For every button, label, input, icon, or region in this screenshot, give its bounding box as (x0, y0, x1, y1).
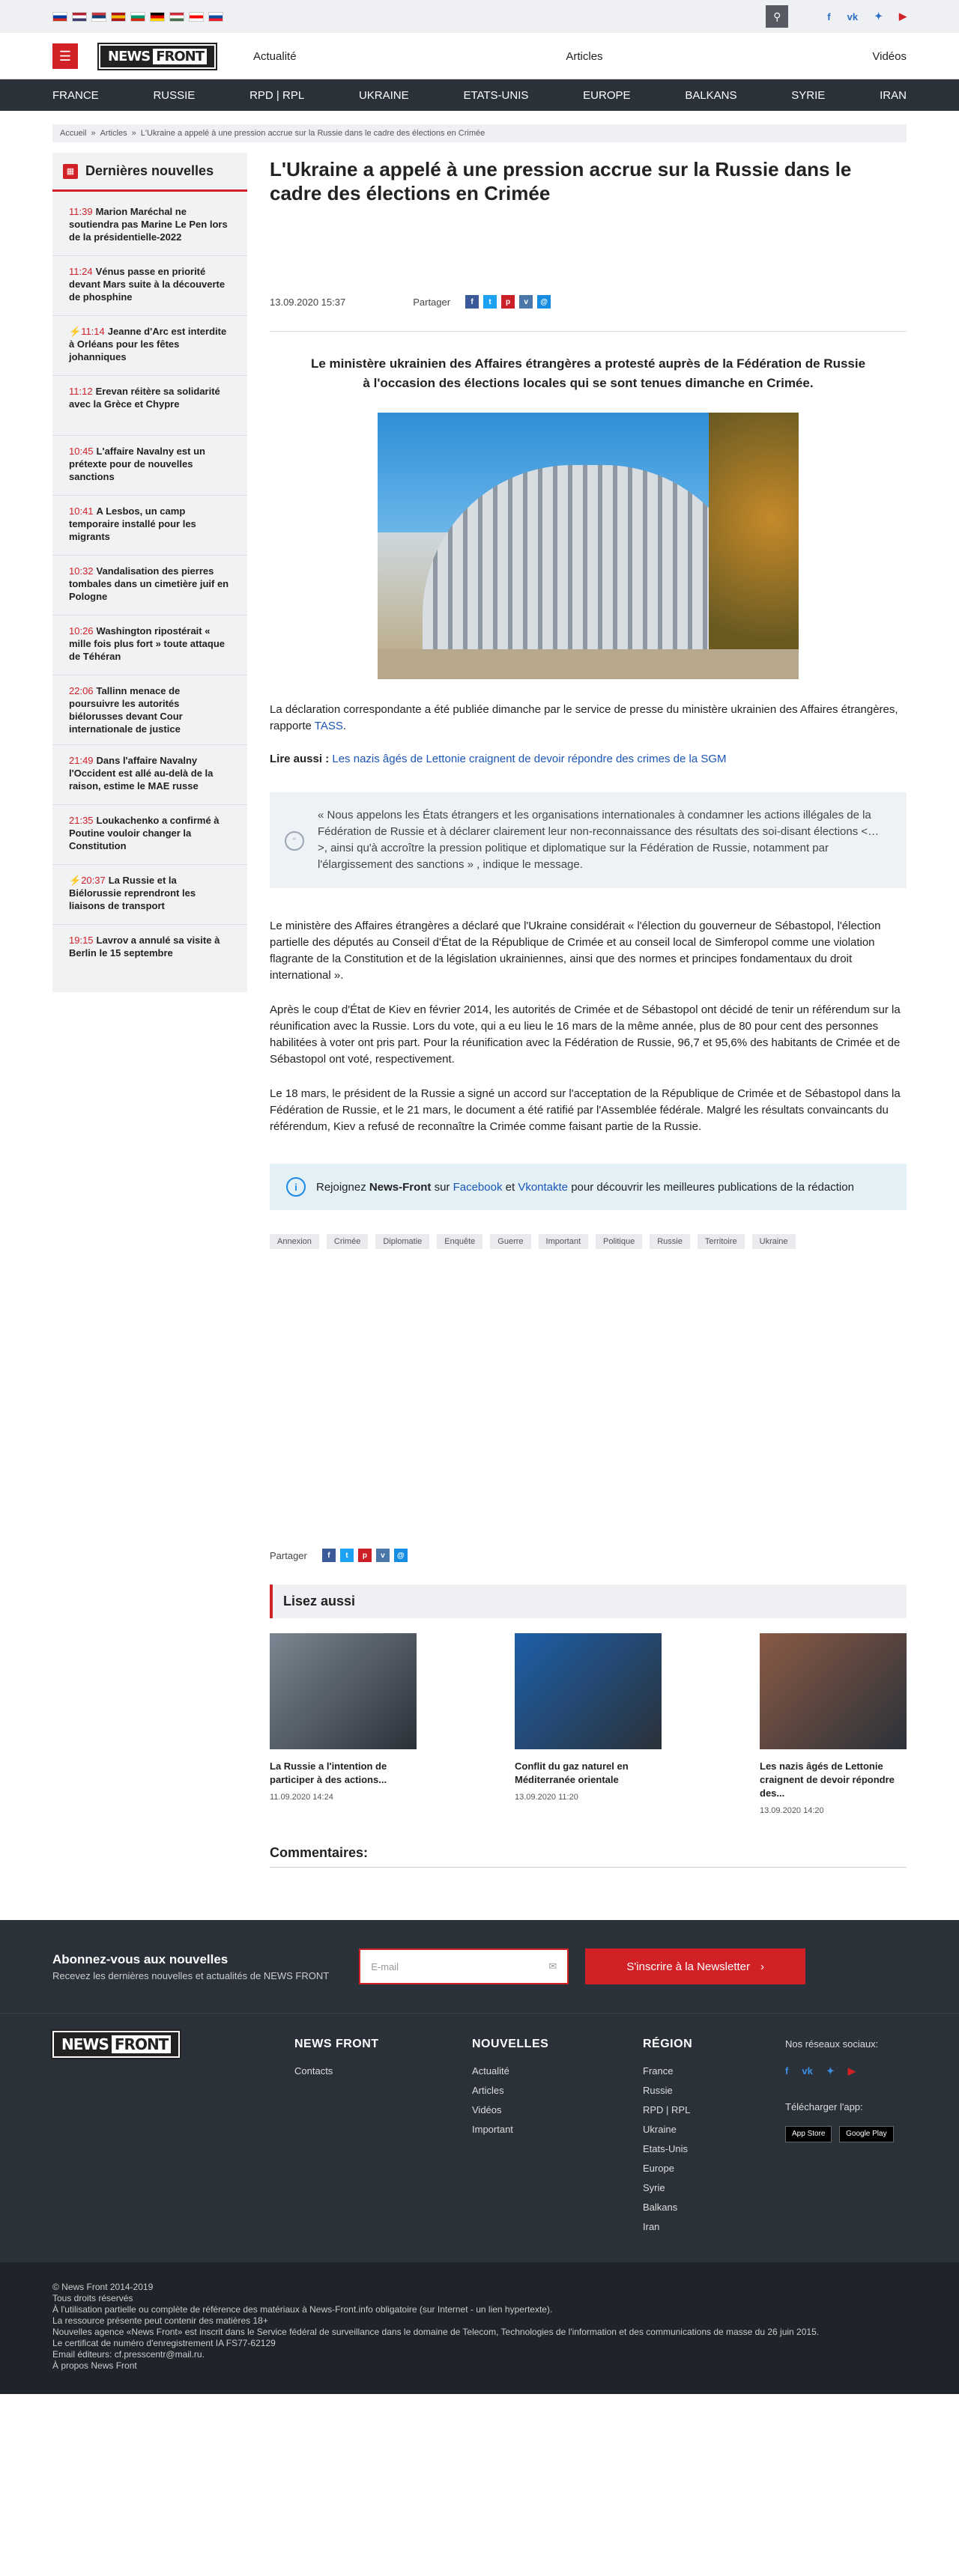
news-item[interactable] (52, 316, 247, 376)
calendar-icon: ▦ (63, 164, 78, 179)
subscribe-button[interactable] (585, 1948, 805, 1984)
youtube-icon[interactable]: ▶ (847, 2065, 856, 2077)
top-bar (0, 0, 959, 33)
quote-icon: “ (285, 831, 304, 851)
footer-col-nouvelles (472, 2035, 643, 2237)
read-also-link[interactable]: Les nazis âgés de Lettonie craignent de devoir répondre des crimes de la SGM (332, 753, 727, 765)
app-badges (785, 2123, 898, 2142)
chevron-right-icon: › (760, 1960, 765, 1973)
footer-link[interactable]: RPD | RPL (643, 2104, 691, 2115)
email-placeholder: E-mail (371, 1960, 399, 1972)
latest-news-box (52, 153, 247, 992)
join-banner (270, 1164, 907, 1210)
tag-link[interactable]: Politique (596, 1234, 642, 1249)
flag-georgian-icon[interactable] (189, 12, 204, 22)
footer-legal-line: © News Front 2014-2019 (52, 2282, 154, 2292)
envelope-icon: ✉ (548, 1960, 557, 1972)
twitter-icon[interactable]: ✦ (826, 2065, 835, 2077)
share-pinterest-icon[interactable]: p (358, 1549, 372, 1562)
footer-link[interactable]: Balkans (643, 2202, 678, 2213)
email-input[interactable] (359, 1948, 569, 1984)
flag-hungarian-icon[interactable] (169, 12, 184, 22)
card-image[interactable] (270, 1633, 417, 1749)
subscribe-button-label: S'inscrire à la Newsletter (626, 1960, 751, 1973)
vkontakte-link[interactable]: Vkontakte (518, 1180, 569, 1194)
news-time: 20:37 (81, 875, 106, 886)
latest-news-header (52, 153, 247, 192)
share-twitter-icon[interactable]: t (340, 1549, 354, 1562)
footer-legal-line: Nouvelles agence «News Front» est inscrit dans le Service fédéral de surveillance dans le domaine de Telecom, Technologies de l'information et des communications de masse du 26 juin 2015. (52, 2327, 820, 2337)
news-time: 11:12 (69, 386, 93, 397)
footer-link[interactable]: Iran (643, 2221, 660, 2232)
footer-link[interactable]: Contacts (294, 2065, 333, 2077)
news-time: 19:15 (69, 935, 94, 946)
news-title: A Lesbos, un camp temporaire installé pour les migrants (69, 505, 196, 542)
nav-actualite[interactable]: Actualité (253, 49, 297, 63)
footer-link[interactable]: Russie (643, 2085, 673, 2096)
news-time: 10:32 (69, 565, 94, 577)
card-title[interactable]: La Russie a l'intention de participer à des actions... (270, 1761, 387, 1785)
tag-list (270, 1234, 907, 1249)
news-item[interactable] (52, 925, 247, 985)
logo-text-right: FRONT (112, 2035, 171, 2053)
news-title: Erevan réitère sa solidarité avec la Grèce et Chypre (69, 386, 220, 410)
article-meta (270, 295, 907, 332)
footer (0, 2013, 959, 2262)
article-lead: Le ministère ukrainien des Affaires étrangères a protesté auprès de la Fédération de Russie à l'occasion des élections locales qui se sont tenues dimanche en Crimée. (310, 356, 866, 390)
share-vk-icon[interactable]: v (519, 295, 533, 309)
footer-legal-line: La ressource présente peut contenir des matières 18+ (52, 2315, 268, 2326)
news-item[interactable] (52, 436, 247, 496)
news-time: 21:35 (69, 815, 94, 826)
article-paragraph-2: Le ministère des Affaires étrangères a déclaré que l'Ukraine considérait « l'élection du gouverneur de Sébastopol, l'élection partielle des députés au Conseil d'État de la République de Crimée et au conseil local de Simferopol comme une violation flagrante de la Constitution et de la législation ukrainiennes, ainsi que des normes et principes fondamentaux du droit international ». (270, 920, 881, 982)
facebook-link[interactable]: Facebook (453, 1180, 503, 1194)
twitter-icon[interactable]: ✦ (874, 10, 883, 22)
nav-iran[interactable]: IRAN (880, 88, 907, 102)
tag-link[interactable]: Territoire (698, 1234, 745, 1249)
facebook-icon[interactable]: f (785, 2065, 789, 2077)
join-mid: et (505, 1180, 515, 1194)
hamburger-icon: ☰ (58, 48, 72, 64)
join-text (316, 1181, 854, 1194)
newsletter-section (0, 1920, 959, 2013)
share-bar-bottom (270, 1549, 907, 1562)
news-item[interactable] (52, 675, 247, 745)
tag-link[interactable]: Russie (650, 1234, 690, 1249)
news-title: Marion Maréchal ne soutiendra pas Marine Le Pen lors de la présidentielle-2022 (69, 206, 228, 243)
footer-link[interactable]: Actualité (472, 2065, 509, 2077)
tag-link[interactable]: Important (539, 1234, 588, 1249)
read-also-card[interactable] (515, 1633, 662, 1815)
flag-serbian-icon[interactable] (91, 12, 106, 22)
google-play-badge[interactable]: Google Play (839, 2126, 893, 2142)
news-item[interactable] (52, 496, 247, 556)
vk-icon[interactable]: vk (847, 10, 859, 22)
card-title[interactable]: Conflit du gaz naturel en Méditerranée orientale (515, 1761, 629, 1785)
news-item[interactable] (52, 556, 247, 616)
footer-link[interactable]: Articles (472, 2085, 504, 2096)
sidebar (52, 153, 247, 1920)
header-nav (253, 50, 907, 63)
app-title: Télécharger l'app: (785, 2101, 863, 2112)
tag-link[interactable]: Crimée (327, 1234, 368, 1249)
category-nav (0, 79, 959, 111)
app-store-badge[interactable]: App Store (785, 2126, 832, 2142)
share-facebook-icon[interactable]: f (322, 1549, 336, 1562)
nav-syrie[interactable]: SYRIE (791, 88, 826, 102)
nav-europe[interactable]: EUROPE (583, 88, 631, 102)
footer-legal-line: À l'utilisation partielle ou complète de référence des matériaux à News-Front.info obligatoire (sur Internet - un lien hypertexte). (52, 2304, 553, 2315)
footer-link[interactable]: France (643, 2065, 674, 2077)
news-time: 22:06 (69, 685, 94, 696)
tag-link[interactable]: Annexion (270, 1234, 319, 1249)
flag-russian-icon[interactable] (52, 12, 67, 22)
card-date: 13.09.2020 11:20 (515, 1793, 578, 1802)
building-shape (423, 465, 754, 649)
newsletter-title: Abonnez-vous aux nouvelles (52, 1951, 229, 1966)
share-facebook-icon[interactable]: f (465, 295, 479, 309)
language-flags (52, 12, 223, 22)
footer-social-icons (785, 2062, 898, 2081)
flag-spanish-icon[interactable] (111, 12, 126, 22)
news-title: L'affaire Navalny est un prétexte pour de nouvelles sanctions (69, 446, 205, 482)
latest-news-title: Dernières nouvelles (85, 163, 214, 178)
breadcrumb-home[interactable]: Accueil (60, 129, 87, 138)
breadcrumb (52, 124, 907, 142)
footer-col-title: NEWS FRONT (294, 2038, 379, 2050)
news-title: Vénus passe en priorité devant Mars suite à la découverte de phosphine (69, 266, 226, 303)
nav-articles[interactable]: Articles (566, 49, 603, 63)
search-icon: ⚲ (773, 10, 781, 22)
join-mid: sur (434, 1180, 450, 1194)
news-title: Loukachenko a confirmé à Poutine vouloir changer la Constitution (69, 815, 220, 851)
article-paragraph-3: Après le coup d'État de Kiev en février 2014, les autorités de Crimée et de Sébastopol ont décidé de tenir un référendum sur la réunification avec la Russie. Lors du vote, qui a eu lieu le 16 mars de la même année, plus de 80 pour cent des personnes habilitées à voter ont pris part. Pour la réunification avec la Fédération de Russie, 96,7 et 95,6% des habitants de Crimée et de Sébastopol ont voté, respectivement. (270, 1003, 901, 1066)
footer-link[interactable]: Syrie (643, 2182, 665, 2193)
footer-bottom (0, 2262, 959, 2394)
logo-text-left: NEWS (61, 2035, 109, 2053)
comments-title: Commentaires: (270, 1845, 907, 1868)
footer-logo-col (52, 2035, 294, 2237)
article (270, 153, 907, 1920)
read-also (270, 753, 907, 765)
news-time: 10:26 (69, 625, 94, 637)
news-title: Lavrov a annulé sa visite à Berlin le 15 septembre (69, 935, 220, 959)
news-item[interactable] (52, 376, 247, 436)
site-logo[interactable] (99, 44, 216, 69)
read-also-label: Lire aussi : (270, 753, 330, 765)
card-title[interactable]: Les nazis âgés de Lettonie craignent de devoir répondre des... (760, 1761, 895, 1799)
footer-logo[interactable] (52, 2031, 180, 2058)
news-item[interactable] (52, 256, 247, 316)
tag-link[interactable]: Ukraine (752, 1234, 796, 1249)
newsletter-subtitle: Recevez les dernières nouvelles et actualités de NEWS FRONT (52, 1969, 330, 1981)
read-also-cards (270, 1633, 907, 1815)
share-label: Partager (413, 296, 451, 308)
article-title: L'Ukraine a appelé à une pression accrue sur la Russie dans le cadre des élections en Crimée (270, 158, 852, 204)
site-header (0, 33, 959, 79)
article-quote (270, 792, 907, 888)
flag-slovak-icon[interactable] (208, 12, 223, 22)
join-pre: Rejoignez (316, 1180, 366, 1194)
social-title: Nos réseaux sociaux: (785, 2038, 879, 2050)
nav-ukraine[interactable]: UKRAINE (358, 88, 409, 102)
news-time: 11:14 (81, 326, 105, 337)
breadcrumb-sep: » (91, 129, 96, 138)
latest-news-list (52, 196, 247, 985)
news-title: Tallinn menace de poursuivre les autorités biélorusses devant Cour internationale de justice (69, 685, 183, 735)
card-image[interactable] (515, 1633, 662, 1749)
news-time: 21:49 (69, 755, 94, 766)
news-time: 11:39 (69, 206, 93, 217)
newsletter-text (52, 1952, 329, 1981)
read-also-card[interactable] (760, 1633, 907, 1815)
footer-legal-line: Tous droits réservés (52, 2293, 133, 2303)
footer-col-newsfront (294, 2035, 472, 2237)
article-paragraph-4: Le 18 mars, le président de la Russie a signé un accord sur l'acceptation de la République de Crimée et de Sébastopol dans la Fédération de Russie, et le 21 mars, le document a été ratifié par l'Assemblée fédérale. Malgré les résultats convaincants du référendum, Kiev a refusé de reconnaître la Crimée comme faisant partie de la Russie. (270, 1087, 901, 1133)
news-item[interactable] (52, 805, 247, 865)
card-date: 13.09.2020 14:20 (760, 1806, 824, 1815)
share-pinterest-icon[interactable]: p (501, 295, 515, 309)
nav-videos[interactable]: Vidéos (872, 49, 907, 63)
share-odnoklassniki-icon[interactable]: @ (394, 1549, 408, 1562)
news-item[interactable] (52, 616, 247, 675)
footer-link[interactable]: Ukraine (643, 2124, 677, 2135)
breadcrumb-articles[interactable]: Articles (100, 129, 127, 138)
youtube-icon[interactable]: ▶ (899, 10, 907, 22)
breadcrumb-sep: » (131, 129, 136, 138)
news-item[interactable] (52, 745, 247, 805)
nav-etats-unis[interactable]: ETATS-UNIS (463, 88, 529, 102)
news-title: La Russie et la Biélorussie reprendront les liaisons de transport (69, 875, 196, 911)
news-item[interactable] (52, 196, 247, 256)
flag-english-icon[interactable] (72, 12, 87, 22)
footer-legal-line[interactable]: À propos News Front (52, 2360, 137, 2371)
article-photo (378, 413, 799, 679)
footer-col-title: RÉGION (643, 2038, 693, 2050)
footer-link[interactable]: Etats-Unis (643, 2143, 688, 2154)
tag-link[interactable]: Enquête (437, 1234, 482, 1249)
tree-shape (709, 413, 799, 679)
tass-link[interactable]: TASS (314, 720, 343, 732)
news-item[interactable] (52, 865, 247, 925)
quote-text: « Nous appelons les États étrangers et les organisations internationales à condamner les actions illégales de la Fédération de Russie et à déclarer clairement leur non-reconnaissance des résultats des soi-disant élections <…>, ainsi qu'à accroître la pression politique et diplomatique sur la Fédération de Russie, notamment par l'élargissement des sanctions » , indique le message. (318, 809, 880, 871)
logo-text-left: NEWS (108, 48, 151, 64)
footer-social-col (785, 2035, 898, 2237)
share-vk-icon[interactable]: v (376, 1549, 390, 1562)
footer-link[interactable]: Europe (643, 2163, 674, 2174)
read-also-header: Lisez aussi (270, 1585, 907, 1618)
flag-german-icon[interactable] (150, 12, 165, 22)
share-label: Partager (270, 1549, 307, 1561)
logo-text-right: FRONT (153, 49, 207, 64)
menu-button[interactable] (52, 43, 78, 69)
article-date: 13.09.2020 15:37 (270, 296, 346, 308)
nav-russie[interactable]: RUSSIE (153, 88, 196, 102)
footer-legal-line: Email éditeurs: cf.presscentr@mail.ru. (52, 2349, 205, 2360)
join-post: pour découvrir les meilleures publications de la rédaction (571, 1180, 854, 1194)
news-title: Jeanne d'Arc est interdite à Orléans pour les fêtes johanniques (69, 326, 227, 362)
lightning-icon: ⚡ (69, 875, 82, 886)
ground-shape (378, 649, 799, 679)
footer-link[interactable]: Important (472, 2124, 513, 2135)
paragraph-text: La déclaration correspondante a été publiée dimanche par le service de presse du ministère ukrainien des Affaires étrangères, rapporte (270, 703, 898, 732)
nav-balkans[interactable]: BALKANS (685, 88, 737, 102)
tag-link[interactable]: Guerre (490, 1234, 530, 1249)
vk-icon[interactable]: vk (802, 2065, 813, 2077)
footer-col-region (643, 2035, 785, 2237)
facebook-icon[interactable]: f (827, 10, 831, 22)
news-title: Vandalisation des pierres tombales dans un cimetière juif en Pologne (69, 565, 229, 602)
nav-rpd-rpl[interactable]: RPD | RPL (249, 88, 305, 102)
join-brand: News-Front (369, 1180, 432, 1194)
nav-france[interactable]: FRANCE (52, 88, 99, 102)
news-title: Dans l'affaire Navalny l'Occident est allé au-delà de la raison, estime le MAE russe (69, 755, 214, 792)
news-time: 10:45 (69, 446, 94, 457)
breadcrumb-current: L'Ukraine a appelé à une pression accrue sur la Russie dans le cadre des élections en Crimée (140, 129, 485, 138)
lightning-icon: ⚡ (69, 326, 82, 337)
share-odnoklassniki-icon[interactable]: @ (537, 295, 551, 309)
footer-col-title: NOUVELLES (472, 2038, 549, 2050)
share-twitter-icon[interactable]: t (483, 295, 497, 309)
read-also-card[interactable] (270, 1633, 417, 1815)
tag-link[interactable]: Diplomatie (375, 1234, 429, 1249)
search-button[interactable] (766, 5, 788, 28)
card-date: 11.09.2020 14:24 (270, 1793, 333, 1802)
news-title: Washington ripostérait « mille fois plus fort » toute attaque de Téhéran (69, 625, 226, 662)
info-icon: i (286, 1177, 306, 1197)
share-bar (413, 295, 551, 309)
article-paragraph-1: La déclaration correspondante a été publiée dimanche par le service de presse du ministère ukrainien des Affaires étrangères, rapporte TASS. (270, 703, 898, 732)
footer-legal-line: Le certificat de numéro d'enregistrement IA FS77-62129 (52, 2338, 276, 2348)
flag-bulgarian-icon[interactable] (130, 12, 145, 22)
news-time: 11:24 (69, 266, 93, 277)
footer-link[interactable]: Vidéos (472, 2104, 502, 2115)
news-time: 10:41 (69, 505, 94, 517)
card-image[interactable] (760, 1633, 907, 1749)
